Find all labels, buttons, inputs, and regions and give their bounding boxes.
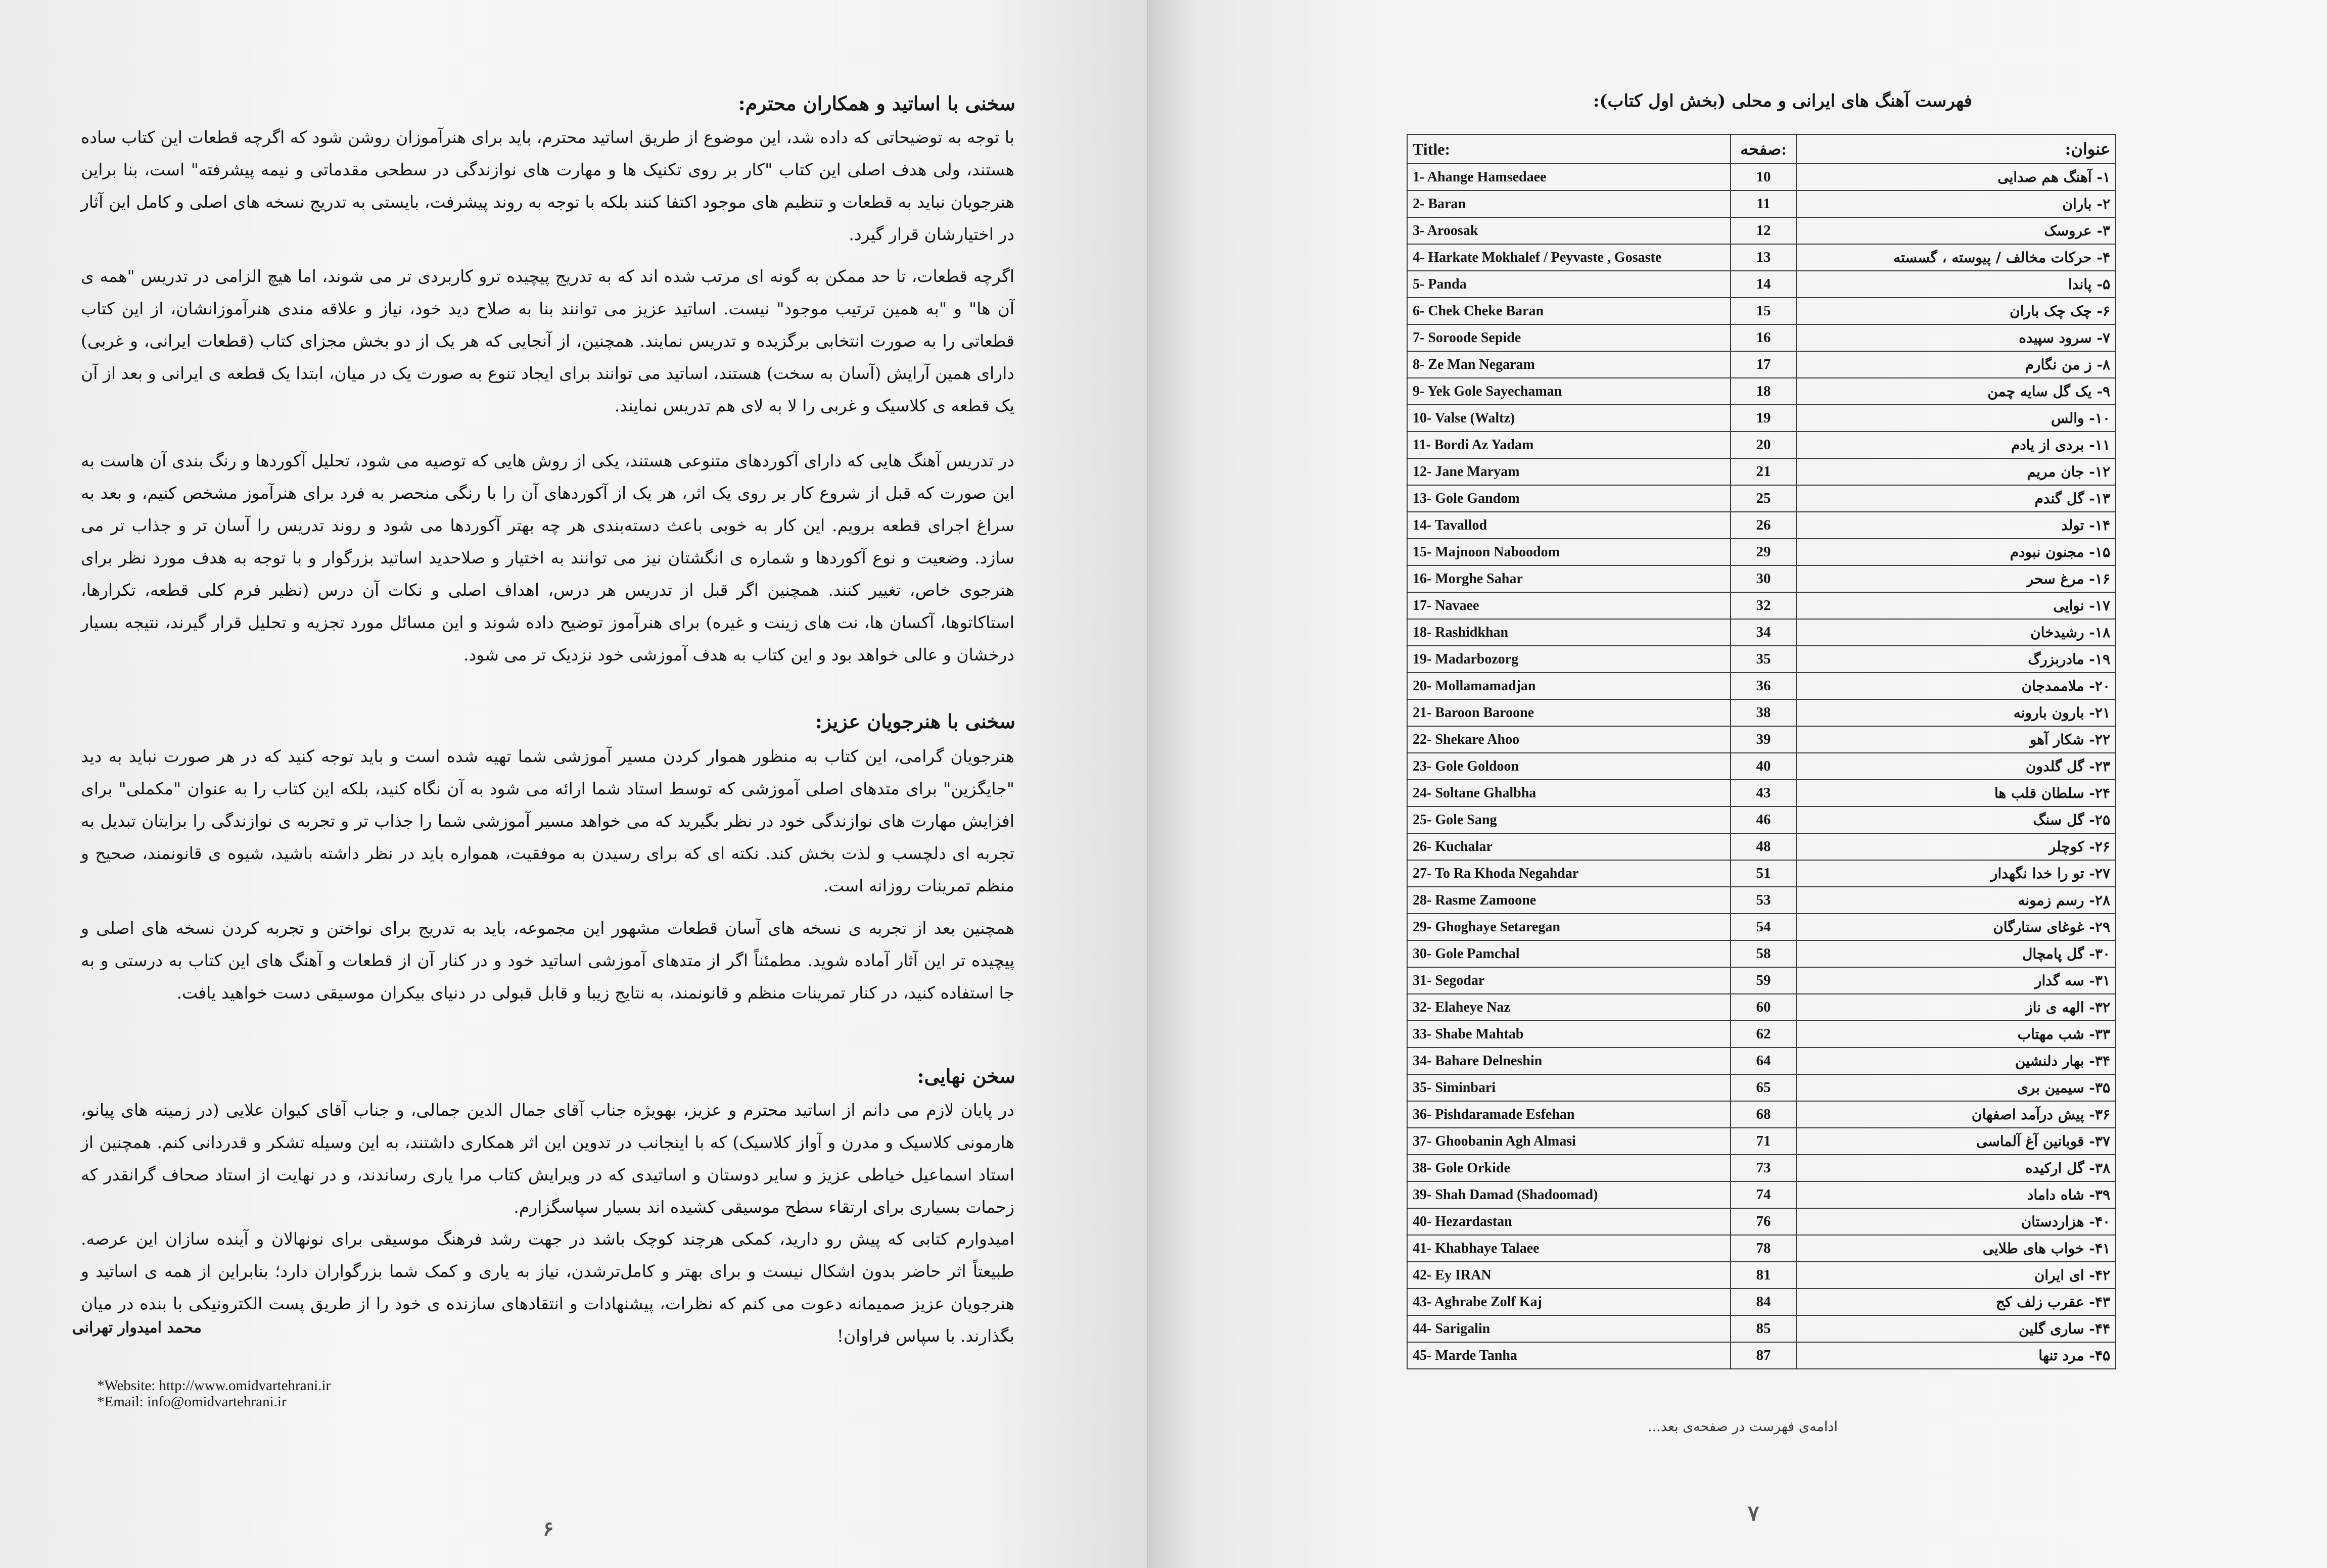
toc-row [1407,1208,2116,1235]
teachers-paragraph-3: در تدریس آهنگ هایی که دارای آکوردهای متنوعی هستند، یکی از روش هایی که توصیه می شود، تحلیل آکوردها و رنگ بندی آن هاست به این صورت که قبل از شروع کار بر روی یک اثر، هر یک از آکوردهای آن را با رنگی منحصر به فرد برای هنرآموز مشخص کنیم، و بعد به سراغ اجرای قطعه برویم. این کار به خوبی باعث دسته‌بندی هر چه بهتر آکوردها می شود و روند تدریس را آسان تر و جذاب تر می سازد. وضعیت و نوع آکوردها و شماره ی انگشتان نیز می توانند به اختیار و صلاحدید اساتید بزرگوار و با توجه به هدف مورد نظر برای هنرجوی خاص، تغییر کنند. همچنین اگر قبل از تدریس هر درس، اهداف اصلی و نکات آن درس (نظیر فرم کلی قطعه، تکرارها، استاکاتوها، آکسان ها، نت های زینت و غیره) برای هنرآموز توضیح داده شوند و این مسائل مورد تجزیه و تحلیل قرار گیرند، نتیجه بسیار درخشان و عالی خواهد بود و این کتاب به هدف آموزشی خود نزدیک تر می شود. [81,451,1014,664]
toc-row [1407,940,2116,967]
toc-cell-title-fa: ۸- ز من نگارم [1796,351,2116,378]
toc-cell-title: 28- Rasme Zamoone [1407,887,1731,914]
toc-cell-title-fa: ۳۹- شاه داماد [1796,1181,2116,1208]
toc-cell-title: 5- Panda [1407,271,1731,298]
toc-cell-page: 20 [1731,432,1796,458]
final-paragraph-1: در پایان لازم می دانم از اساتید محترم و عزیز، بهویژه جناب آقای جمال الدین جمالی، و جناب آقای کیوان علایی (در زمینه های پیانو، هارمونی کلاسیک و مدرن و آواز کلاسیک) که با اینجانب در تدوین این اثر همکاری داشتند، به این وسیله تشکر و قدردانی کنم. همچنین از استاد اسماعیل خیاطی عزیز و سایر دوستان و اساتیدی که در ویرایش کتاب مرا یاری رساندند، و در نهایت از استاد صحاف گرانقدر که زحمات بسیاری برای ارتقاء سطح موسیقی کشیده اند بسیار سپاسگزارم. [81,1100,1014,1217]
toc-row [1407,298,2116,324]
toc-cell-title-fa: ۱۰- والس [1796,405,2116,432]
toc-row [1407,1074,2116,1101]
toc-cell-page: 29 [1731,539,1796,565]
toc-row [1407,458,2116,485]
toc-cell-page: 71 [1731,1128,1796,1155]
toc-cell-title: 20- Mollamamadjan [1407,673,1731,699]
toc-cell-page: 21 [1731,458,1796,485]
website-line[interactable]: *Website: http://www.omidvartehrani.ir [97,1377,331,1394]
toc-cell-title: 29- Ghoghaye Setaregan [1407,914,1731,940]
toc-cell-title-fa: ۱۳- گل گندم [1796,485,2116,512]
toc-title: فهرست آهنگ های ایرانی و محلی (بخش اول کتاب): [1593,91,1972,111]
toc-cell-title: 8- Ze Man Negaram [1407,351,1731,378]
toc-cell-page: 59 [1731,967,1796,994]
toc-cell-page: 43 [1731,780,1796,806]
toc-cell-title: 24- Soltane Ghalbha [1407,780,1731,806]
toc-row [1407,1021,2116,1048]
toc-cell-title-fa: ۷- سرود سپیده [1796,324,2116,351]
toc-cell-title-fa: ۳- عروسک [1796,217,2116,244]
toc-cell-page: 64 [1731,1048,1796,1074]
toc-cell-title: 33- Shabe Mahtab [1407,1021,1731,1048]
header-page: صفحه: [1731,134,1796,164]
toc-cell-title: 32- Elaheye Naz [1407,994,1731,1021]
header-title: Title: [1407,134,1731,164]
heading-students: سخنی با هنرجویان عزیز: [815,710,1015,733]
toc-row [1407,806,2116,833]
toc-cell-title-fa: ۳۳- شب مهتاب [1796,1021,2116,1048]
toc-cell-title: 30- Gole Pamchal [1407,940,1731,967]
toc-cell-title-fa: ۴۴- ساری گلین [1796,1315,2116,1342]
toc-row [1407,1315,2116,1342]
toc-cell-title: 44- Sarigalin [1407,1315,1731,1342]
toc-cell-title: 37- Ghoobanin Agh Almasi [1407,1128,1731,1155]
toc-row [1407,191,2116,217]
toc-cell-page: 65 [1731,1074,1796,1101]
toc-row [1407,1262,2116,1289]
toc-cell-title-fa: ۱- آهنگ هم صدایی [1796,164,2116,191]
toc-row [1407,565,2116,592]
toc-cell-page: 26 [1731,512,1796,539]
toc-row [1407,967,2116,994]
page-number-right: ۷ [1748,1501,1759,1526]
toc-cell-title: 35- Siminbari [1407,1074,1731,1101]
toc-cell-title: 2- Baran [1407,191,1731,217]
toc-cell-page: 53 [1731,887,1796,914]
toc-cell-title-fa: ۲۶- کوچلر [1796,833,2116,860]
toc-cell-title: 12- Jane Maryam [1407,458,1731,485]
toc-cell-page: 39 [1731,726,1796,753]
final-paragraph-2: امیدوارم کتابی که پیش رو دارید، کمکی هرچند کوچک باشد در جهت رشد فرهنگ موسیقی برای نونهالان و آینده سازان این عرصه. طبیعتاً اثر حاضر بدون اشکال نیست و برای بهتر و کامل‌ترشدن، نیاز به یاری و کمک شما بزرگواران دارد؛ بنابراین از همه ی اساتید و هنرجویان عزیز صمیمانه دعوت می کنم که نظرات، پیشنهادات و انتقادهای سازنده ی خود را از طریق پست الکترونیکی با بنده در میان بگذارند. با سپاس فراوان! [81,1229,1014,1346]
toc-row [1407,1101,2116,1128]
toc-cell-page: 25 [1731,485,1796,512]
toc-cell-title-fa: ۵- پاندا [1796,271,2116,298]
toc-row [1407,699,2116,726]
toc-cell-title-fa: ۳۵- سیمین بری [1796,1074,2116,1101]
toc-cell-title-fa: ۱۵- مجنون نبودم [1796,539,2116,565]
toc-cell-title: 34- Bahare Delneshin [1407,1048,1731,1074]
toc-cell-title: 16- Morghe Sahar [1407,565,1731,592]
toc-cell-page: 15 [1731,298,1796,324]
toc-cell-title: 31- Segodar [1407,967,1731,994]
toc-cell-title: 42- Ey IRAN [1407,1262,1731,1289]
toc-row [1407,592,2116,619]
toc-cell-title: 17- Navaee [1407,592,1731,619]
toc-cell-page: 35 [1731,646,1796,673]
author-signature: محمد امیدوار تهرانی [72,1319,202,1337]
toc-cell-title: 1- Ahange Hamsedaee [1407,164,1731,191]
toc-cell-page: 12 [1731,217,1796,244]
toc-row [1407,244,2116,271]
toc-row [1407,887,2116,914]
toc-cell-title: 21- Baroon Baroone [1407,699,1731,726]
toc-cell-title-fa: ۱۶- مرغ سحر [1796,565,2116,592]
toc-cell-page: 60 [1731,994,1796,1021]
toc-row [1407,673,2116,699]
toc-cell-title: 43- Aghrabe Zolf Kaj [1407,1289,1731,1315]
toc-cell-title-fa: ۳۰- گل پامچال [1796,940,2116,967]
continuation-note: ادامه‌ی فهرست در صفحه‌ی بعد... [1648,1419,1838,1435]
email-line[interactable]: *Email: info@omidvartehrani.ir [97,1394,287,1410]
toc-cell-title: 39- Shah Damad (Shadoomad) [1407,1181,1731,1208]
toc-row [1407,164,2116,191]
toc-row [1407,646,2116,673]
toc-cell-title-fa: ۲۱- بارون بارونه [1796,699,2116,726]
toc-cell-title: 25- Gole Sang [1407,806,1731,833]
toc-cell-title-fa: ۴۰- هزاردستان [1796,1208,2116,1235]
students-paragraph-1: هنرجویان گرامی، این کتاب به منظور هموار کردن مسیر آموزشی شما تهیه شده است و باید توجه کنید که در هر صورت نباید به دید "جایگزین" برای متدهای اصلی آموزشی که توسط استاد شما ارائه می شود به آن نگاه کنید، بلکه این کتاب را به عنوان "مکملی" برای افزایش مهارت های نوازندگی خود در نظر بگیرید که می خواهد مسیر آموزشی شما را جذاب تر و تجربه ی نوازندگی را برایتان تبدیل به تجربه ای دلچسب و لذت بخش کند. نکته ای که برای رسیدن به موفقیت، همواره باید در نظر داشته باشید، شیوه ی قانونمند، صحیح و منظم تمرینات روزانه است. [81,746,1015,895]
toc-cell-page: 87 [1731,1342,1796,1369]
toc-row [1407,860,2116,887]
toc-row [1407,753,2116,780]
toc-cell-page: 46 [1731,806,1796,833]
toc-cell-page: 78 [1731,1235,1796,1262]
heading-teachers: سخنی با اساتید و همکاران محترم: [738,92,1015,115]
toc-cell-title-fa: ۴- حرکات مخالف / پیوسته ، گسسته [1796,244,2116,271]
toc-row [1407,539,2116,565]
toc-cell-page: 54 [1731,914,1796,940]
toc-row [1407,1155,2116,1181]
toc-cell-title: 19- Madarbozorg [1407,646,1731,673]
toc-cell-page: 14 [1731,271,1796,298]
toc-row [1407,1181,2116,1208]
toc-row [1407,726,2116,753]
toc-cell-title-fa: ۴۳- عقرب زلف کج [1796,1289,2116,1315]
toc-row [1407,914,2116,940]
toc-cell-page: 16 [1731,324,1796,351]
students-paragraph-2: همچنین بعد از تجربه ی نسخه های آسان قطعات مشهور این مجموعه، باید به تدریج برای نواختن و تجربه کردن نسخه های اصلی و پیچیده تر این آثار آماده شوید. مطمئناً اگر از متدهای آموزشی اساتید خود و در کنار آن از قطعات و آهنگ های این کتاب به درستی و به جا استفاده کنید، در کنار تمرینات منظم و قانونمند، به نتایج زیبا و قابل قبولی در دنیای بیکران موسیقی دست خواهید یافت. [81,918,1014,1003]
toc-cell-title: 13- Gole Gandom [1407,485,1731,512]
toc-cell-title: 22- Shekare Ahoo [1407,726,1731,753]
toc-cell-page: 10 [1731,164,1796,191]
toc-cell-page: 48 [1731,833,1796,860]
toc-cell-page: 11 [1731,191,1796,217]
toc-cell-title: 4- Harkate Mokhalef / Peyvaste , Gosaste [1407,244,1731,271]
toc-table [1407,134,2116,1369]
toc-cell-page: 13 [1731,244,1796,271]
toc-cell-title-fa: ۱۴- تولد [1796,512,2116,539]
toc-cell-title-fa: ۳۱- سه گدار [1796,967,2116,994]
toc-cell-title: 18- Rashidkhan [1407,619,1731,646]
toc-cell-title: 7- Soroode Sepide [1407,324,1731,351]
toc-row [1407,512,2116,539]
toc-cell-page: 84 [1731,1289,1796,1315]
toc-cell-title-fa: ۳۷- قوبانین آغ آلماسی [1796,1128,2116,1155]
toc-cell-page: 19 [1731,405,1796,432]
toc-cell-title-fa: ۲۸- رسم زمونه [1796,887,2116,914]
toc-row [1407,324,2116,351]
toc-cell-title: 38- Gole Orkide [1407,1155,1731,1181]
toc-cell-title: 41- Khabhaye Talaee [1407,1235,1731,1262]
toc-row [1407,378,2116,405]
toc-row [1407,217,2116,244]
toc-cell-title-fa: ۲۴- سلطان قلب ها [1796,780,2116,806]
toc-cell-title: 40- Hezardastan [1407,1208,1731,1235]
toc-row [1407,1235,2116,1262]
toc-cell-title: 23- Gole Goldoon [1407,753,1731,780]
toc-cell-title-fa: ۴۲- ای ایران [1796,1262,2116,1289]
toc-cell-title: 10- Valse (Waltz) [1407,405,1731,432]
toc-cell-page: 58 [1731,940,1796,967]
toc-cell-page: 40 [1731,753,1796,780]
toc-cell-title: 15- Majnoon Naboodom [1407,539,1731,565]
toc-row [1407,485,2116,512]
toc-cell-title: 11- Bordi Az Yadam [1407,432,1731,458]
toc-cell-page: 62 [1731,1021,1796,1048]
toc-cell-title: 9- Yek Gole Sayechaman [1407,378,1731,405]
toc-cell-title-fa: ۳۶- پیش درآمد اصفهان [1796,1101,2116,1128]
toc-row [1407,432,2116,458]
toc-cell-title-fa: ۲۷- تو را خدا نگهدار [1796,860,2116,887]
toc-cell-title-fa: ۱۹- مادربزرگ [1796,646,2116,673]
toc-cell-title: 45- Marde Tanha [1407,1342,1731,1369]
toc-cell-title-fa: ۳۴- بهار دلنشین [1796,1048,2116,1074]
header-title-fa: عنوان: [1796,134,2116,164]
toc-row [1407,271,2116,298]
toc-header-row [1407,134,2116,164]
toc-cell-title-fa: ۲۹- غوغای ستارگان [1796,914,2116,940]
toc-cell-title: 3- Aroosak [1407,217,1731,244]
toc-cell-title-fa: ۶- چک چک باران [1796,298,2116,324]
toc-cell-title-fa: ۲- باران [1796,191,2116,217]
page-number-left: ۶ [543,1517,554,1541]
toc-cell-title: 36- Pishdaramade Esfehan [1407,1101,1731,1128]
toc-row [1407,994,2116,1021]
toc-row [1407,1128,2116,1155]
toc-cell-title-fa: ۲۳- گل گلدون [1796,753,2116,780]
toc-cell-title-fa: ۳۲- الهه ی ناز [1796,994,2116,1021]
toc-cell-title: 26- Kuchalar [1407,833,1731,860]
teachers-paragraph-2: اگرچه قطعات، تا حد ممکن به گونه ای مرتب شده اند که به تدریج پیچیده ترو کاربردی تر می شوند، اما هیچ الزامی در تدریس "همه ی آن ها" و "به همین ترتیب موجود" نیست. اساتید عزیز می توانند بنا به صلاح دید خود، نیاز و علاقه مندی هنرآموزانشان، از این کتاب قطعاتی را به صورت انتخابی برگزیده و تدریس نمایند. همچنین، از آنجایی که هر یک از دو بخش مجزای کتاب (قطعات ایرانی، و غربی) دارای همین آرایش (آسان به سخت) هستند، اساتید می توانند برای ایجاد تنوع به صورت یک در میان، ابتدا یک قطعه ی ایرانی و بعد از آن یک قطعه ی کلاسیک و غربی را لا به لای هم تدریس نمایند. [81,266,1015,415]
toc-row [1407,833,2116,860]
toc-cell-title-fa: ۲۰- ملاممدجان [1796,673,2116,699]
left-page [0,0,1148,1568]
toc-cell-page: 32 [1731,592,1796,619]
toc-cell-page: 74 [1731,1181,1796,1208]
toc-cell-page: 38 [1731,699,1796,726]
toc-cell-page: 17 [1731,351,1796,378]
toc-row [1407,619,2116,646]
toc-cell-title-fa: ۳۸- گل ارکیده [1796,1155,2116,1181]
toc-row [1407,1342,2116,1369]
toc-cell-title-fa: ۲۲- شکار آهو [1796,726,2116,753]
heading-final: سخن نهایی: [917,1065,1015,1087]
toc-cell-page: 73 [1731,1155,1796,1181]
teachers-paragraph-1: با توجه به توضیحاتی که داده شد، این موضوع از طریق اساتید محترم، باید برای هنرآموزان روشن شود که اگرچه قطعات این کتاب ساده هستند، ولی هدف اصلی این کتاب "کار بر روی تکنیک ها و مهارت های نوازندگی در سطحی مقدماتی و نیمه پیشرفته" است، بنا براین هنرجویان نباید به قطعات و تنظیم های موجود اکتفا کنند بلکه با توجه به روند پیشرفت، بایستی به تدریج نسخه های اصلی و کامل این آثار در اختیارشان قرار گیرد. [81,127,1014,244]
toc-cell-page: 85 [1731,1315,1796,1342]
toc-row [1407,405,2116,432]
toc-cell-title-fa: ۹- یک گل سایه چمن [1796,378,2116,405]
toc-cell-page: 76 [1731,1208,1796,1235]
toc-cell-title-fa: ۱۸- رشیدخان [1796,619,2116,646]
toc-cell-title: 14- Tavallod [1407,512,1731,539]
toc-cell-page: 81 [1731,1262,1796,1289]
toc-cell-title-fa: ۱۱- بردی از یادم [1796,432,2116,458]
toc-cell-page: 51 [1731,860,1796,887]
toc-cell-title-fa: ۴۱- خواب های طلایی [1796,1235,2116,1262]
toc-cell-page: 34 [1731,619,1796,646]
toc-cell-title-fa: ۴۵- مرد تنها [1796,1342,2116,1369]
toc-cell-title-fa: ۱۲- جان مریم [1796,458,2116,485]
toc-cell-title-fa: ۲۵- گل سنگ [1796,806,2116,833]
toc-cell-page: 30 [1731,565,1796,592]
toc-cell-title: 6- Chek Cheke Baran [1407,298,1731,324]
toc-cell-title-fa: ۱۷- نوایی [1796,592,2116,619]
toc-row [1407,780,2116,806]
toc-row [1407,1289,2116,1315]
toc-cell-page: 68 [1731,1101,1796,1128]
toc-cell-title: 27- To Ra Khoda Negahdar [1407,860,1731,887]
toc-row [1407,351,2116,378]
toc-cell-page: 36 [1731,673,1796,699]
toc-row [1407,1048,2116,1074]
toc-cell-page: 18 [1731,378,1796,405]
